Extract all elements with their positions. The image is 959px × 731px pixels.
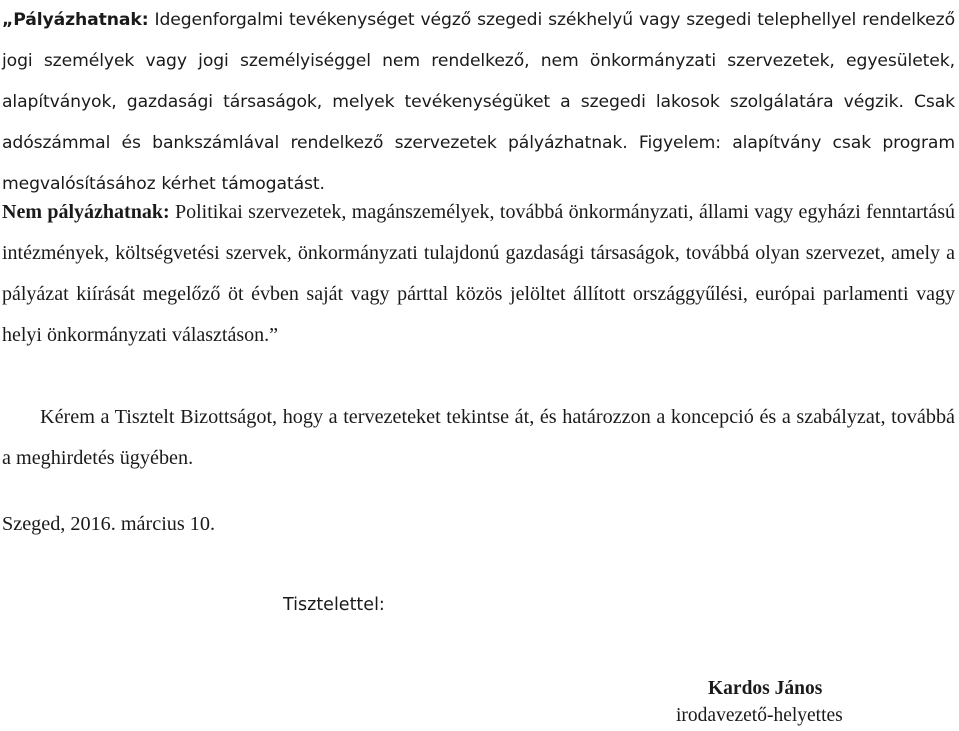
- place-date: Szeged, 2016. március 10.: [2, 513, 216, 535]
- ineligibility-label: Nem pályázhatnak:: [2, 201, 170, 223]
- ineligibility-text: Politikai szervezetek, magánszemélyek, továbbá önkormányzati, állami vagy egyházi fenntartású intézmények, költségvetési szervek, önkormányzati tulajdonú gazdasági társaságok, továbbá olyan szervezet, amely a pályázat kiírását megelőző öt évben saját vagy párttal közös jelöltet állított országgyűlési, európai parlamenti vagy helyi önkormányzati választáson.”: [2, 201, 955, 346]
- request-paragraph: Kérem a Tisztelt Bizottságot, hogy a tervezeteket tekintse át, és határozzon a koncepció és a szabályzat, továbbá a meghirdetés ügyében.: [2, 406, 955, 469]
- closing-salutation: Tisztelettel:: [283, 595, 385, 615]
- eligibility-label: „Pályázhatnak:: [2, 10, 149, 30]
- signatory-title: irodavezető-helyettes: [676, 705, 843, 726]
- eligibility-text: Idegenforgalmi tevékenységet végző szegedi székhelyű vagy szegedi telephellyel rendelkező jogi személyek vagy jogi személyiséggel nem rendelkező, nem önkormányzati szervezetek, egyesületek, alapítványok, gazdasági társaságok, melyek tevékenységüket a szegedi lakosok szolgálatára végzik. Csak adószámmal és bankszámlával rendelkező szervezetek pályázhatnak. Figyelem: alapítvány csak program megvalósításához kérhet támogatást.: [2, 10, 955, 194]
- ineligibility-paragraph: [2, 192, 955, 356]
- eligibility-paragraph: [2, 0, 955, 194]
- signatory-name: Kardos János: [708, 678, 823, 699]
